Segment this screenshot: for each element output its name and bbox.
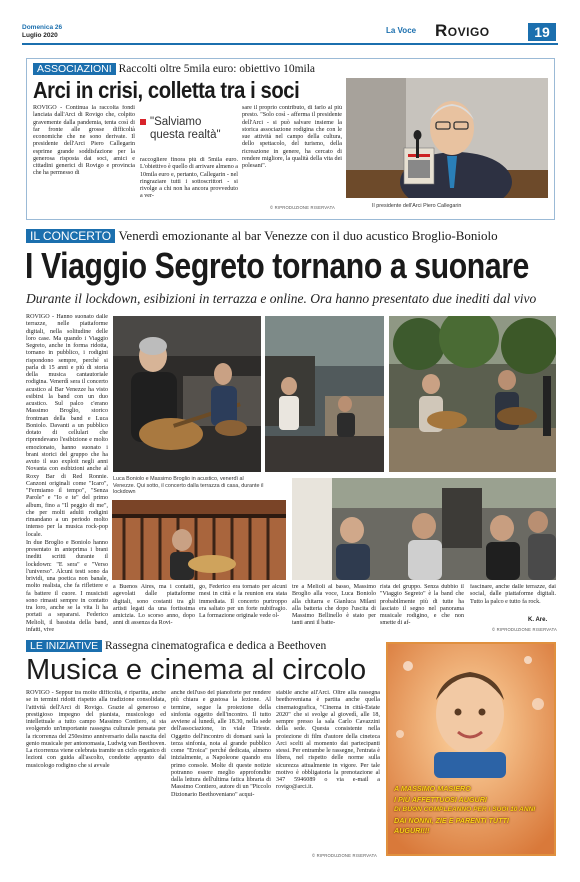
duo-graphic (113, 316, 261, 472)
birthday-line-3: DI BUON COMPLEANNO PER I SUOI 10 ANNI (394, 806, 536, 813)
portrait-graphic (346, 78, 548, 198)
iniziative-column-3 (276, 690, 380, 850)
birthday-line-1: A MASSIMO MASIERO (394, 784, 471, 793)
iniziative-text-1: ROVIGO - Seppur tra molte difficoltà, è ripartita, anche se in termini ridotti rispetto alla tradizione consolidata, l'attività dell'Arci di Rovigo. Grazie al generoso e prestigioso impegno del pianista, musicologo ed intellettuale a tutto campo Massimo Contiero, si sta svolgendo un'importante rassegna culturale pensata per la ricorrenza del 250esimo anniversario dalla nascita del genio musicale per antonomasia, Ludwig van Beethoven. La ricorrenza viene celebrata tramite un ciclo organico di lezioni con guida all'ascolto, condotte appunto dal musicologo rodigino che si avvale (26, 690, 166, 769)
signature: K. Are. (528, 617, 548, 623)
concert-photo-duo (113, 316, 261, 472)
concerto-text-6: fascinare, anche dalle terrazze, dai social, dalle piattaforme digitali. Tutto la palco e tutto fa rock. (470, 584, 556, 605)
quote-marker (140, 119, 146, 125)
concerto-column-6 (470, 584, 556, 620)
concerto-headline: I Viaggio Segreto tornano a suonare (25, 245, 529, 286)
arci-text-2: raccogliere finora più di 5mila euro. L'obiettivo è quello di arrivare almeno a 10mila euro e, pertanto, Callegarin - nel ringraziare tutti i sottoscrittori - si rivolge a chi non ha ancora provveduto a ver- (140, 157, 238, 200)
concerto-column-3 (199, 584, 287, 636)
concerto-text-5: rista del gruppo. Senza dubbio il "Viaggio Segreto" è la band che probabilmente più di tutte ha lasciato il segno nel panorama musicale rodigino, e che non smette di af- (380, 584, 464, 627)
arci-text-3: sare il proprio contributo, di farlo al più presto. "Solo così - afferma il presidente dell'Arci - si può salvare insieme la storica associazione rodigina che con le sue attività nel campo della cultura, dello spettacolo, del turismo, della ricreazione in genere, ha cercato di rendere migliore, la qualità della vita dei polesani". (242, 105, 342, 169)
birthday-line-4: DAI NONNI, ZIE E PARENTI TUTTI (394, 815, 509, 825)
concerto-text-2: a Buenos Aires, ma i contatti, agevolati dalle piattaforme digitali, sono costanti tra gli artisti legati da una fortissima amicizia. Lo scorso anno, dopo anni di assenza da Rovi- (113, 584, 195, 627)
concerto-column-2 (113, 584, 195, 636)
section-tag: LE INIZIATIVE (26, 640, 102, 652)
arci-column-2 (140, 157, 238, 219)
iniziative-text-3: stabile anche all'Arci. Oltre alla rassegna beethoveniana è partita anche quella cinematografica, "Cinema in città-Estate 2020" che si svolge al giovedì, alle 18, sempre presso la sala Carlo Cavazzini della sede. Questa consistente nella proiezione di film d'autore della cineteca Arci scelti al momento dai partecipanti stessi. Per entrambe le rassegne, l'entrata è libera, nel rispetto delle norme sulla sicurezza attualmente in vigore. Per tale motivo è obbligatoria la prenotazione al 347 5946089 o via e-mail a rovigo@arci.it. (276, 690, 380, 791)
rights-note: © RIPRODUZIONE RISERVATA (270, 205, 336, 210)
rights-note: © RIPRODUZIONE RISERVATA (492, 627, 558, 632)
street-graphic (265, 316, 384, 472)
arci-column-1 (33, 105, 135, 220)
date-day: Domenica 26 (22, 24, 63, 31)
section-tag: IL CONCERTO (26, 229, 115, 243)
audience-graphic (292, 478, 556, 580)
concerto-subhead: Durante il lockdown, esibizioni in terrazza e online. Ora hanno presentato due inediti dal vivo (26, 291, 537, 306)
section-city: Rovigo (435, 21, 490, 40)
concert-photo-balcony (112, 500, 286, 580)
concert-photo-audience (292, 478, 556, 580)
photo-caption: Il presidente dell'Arci Piero Callegarin (372, 203, 462, 209)
section-tag: ASSOCIAZIONI (33, 63, 116, 75)
concerto-column-1 (26, 314, 108, 636)
concerto-text-4: tre a Melioli al basso, Massimo Broglio alla voce, Luca Boniolo alla chitarra e Gianluca Milani alla batteria che dopo l'uscita di Massimo Bellinello è stato per tanti anni il batte- (292, 584, 376, 627)
date-month: Luglio 2020 (22, 31, 58, 39)
terrace-graphic (389, 316, 556, 472)
concerto-text-1: ROVIGO - Hanno suonato dalle terrazze, nelle piattaforme digitali, nella solitudine delle loro case. Ma quando i Viaggio Segreto, anche in forma ridotta, tornano in pubblico, i rodigini rispondono sempre, perché si parla di 15 anni e più di storia della musica cantautoriale rodigina. Venerdì sera il concerto acustico al Bar Venezze ha visto esibirsi la band con un duo acustico. Sul palco c'erano Massimo Broglio, storico frontman della band e Luca Boniolo. Davanti a un pubblico dotato di cellulari che riprendevano l'esibizione e molto emozionato, hanno suonato i brani storici del gruppo che ha avuto il suo exploit negli anni Novanta con esibizioni anche al Roxy Bar di Red Ronnie. Canzoni originali come "Icaro", "Fermiamo il tempo", "Senza Parole" e "Io e te" del primo album, fino a "Il peggio di me", che per molti adulti rodigini rimandano a un periodo molto intenso per la musica rock-pop locale. (26, 314, 108, 538)
header-rule (22, 43, 558, 45)
quote-text: "Salviamo questa realtà" (150, 116, 221, 141)
kicker: Raccolti oltre 5mila euro: obiettivo 10mila (118, 63, 316, 75)
page-number: 19 (528, 23, 556, 41)
arci-headline: Arci in crisi, colletta tra i soci (33, 77, 300, 103)
concerto-text-3: go, Federico era tornato per alcuni mesi in città e la reunion era stata immediata. Il concerto purtroppo era saltato per un forte nubifragio. La formazione originale vede ol- (199, 584, 287, 619)
concert-caption: Luca Boniolo e Massimo Broglio in acustico, venerdì al Venezze. Qui sotto, il concerto dalla terrazza di casa, durante il lockdown (113, 476, 264, 496)
concerto-column-4 (292, 584, 376, 636)
iniziative-column-2 (171, 690, 271, 860)
kicker: Rassegna cinematografica e dedica a Beethoven (105, 640, 327, 652)
iniziative-headline: Musica e cinema al circolo (26, 654, 367, 686)
concerto-kicker-row (26, 228, 498, 244)
balcony-graphic (112, 500, 286, 580)
issue-date (22, 24, 62, 39)
kicker: Venerdì emozionante al bar Venezze con il duo acustico Broglio-Boniolo (118, 228, 498, 243)
arci-text-1: ROVIGO - Continua la raccolta fondi lanciata dall'Arci di Rovigo che, colpito gravemente dalla pandemia, tenta così di far fronte alle grosse difficoltà economiche che ne sono derivate. Il presidente dell'Arci Piero Callegarin esprime grande soddisfazione per la generosa risposta dai soci, amici e cittadini generici di Rovigo e provincia che ha permesso di (33, 105, 135, 177)
pull-quote (140, 116, 234, 142)
birthday-line-2: I PIÙ AFFETTUOSI AUGURI (394, 794, 487, 804)
iniziative-kicker-row (26, 640, 326, 652)
birthday-line-5: AUGURI!!! (394, 826, 430, 835)
birthday-ad (386, 642, 556, 856)
concert-photo-street (265, 316, 384, 472)
birthday-message (394, 784, 554, 837)
concert-photo-terrace (389, 316, 556, 472)
concerto-text-1b: In due Broglio e Boniolo hanno presentato in anteprima i brani inediti scritti durante il lockdown: "E sera" e "Verso l'universo". Alcuni testi sono da brividi, una poetica non banale, molto realista, che fa riflettere e fa battere il cuore. I musicisti sono rimasti sempre in contatto tra loro, anche se la vita li ha portati a separarsi. Federico Melioli, il bassista della band, infatti, vive (26, 539, 108, 633)
iniziative-column-1 (26, 690, 166, 860)
arci-column-3 (242, 105, 342, 205)
arci-kicker-row (33, 63, 315, 75)
rights-note: © RIPRODUZIONE RISERVATA (312, 853, 378, 858)
concerto-column-5 (380, 584, 464, 636)
paper-name: La Voce (386, 26, 417, 35)
callegarin-photo (346, 78, 548, 198)
iniziative-text-2: anche dell'uso del pianoforte per rendere più chiara e gustosa la lezione. Al termine, segue la proiezione della sinfonia oggetto dell'incontro. Il tutto avviene al lunedì, alle 18.30, nella sede dell'associazione, in viale Trieste. Oggetto dell'incontro di domani sarà la terza sinfonia, nota al grande pubblico come "Eroica" perché dedicata, almeno inizialmente, a Napoleone quando era primo console. Molte di queste notizie potranno essere meglio approfondite dalla lettura dell'ultima fatica libraria di Massimo Contiero, autore di un "Piccolo Dizionario Beethoveniano" acqui- (171, 690, 271, 798)
